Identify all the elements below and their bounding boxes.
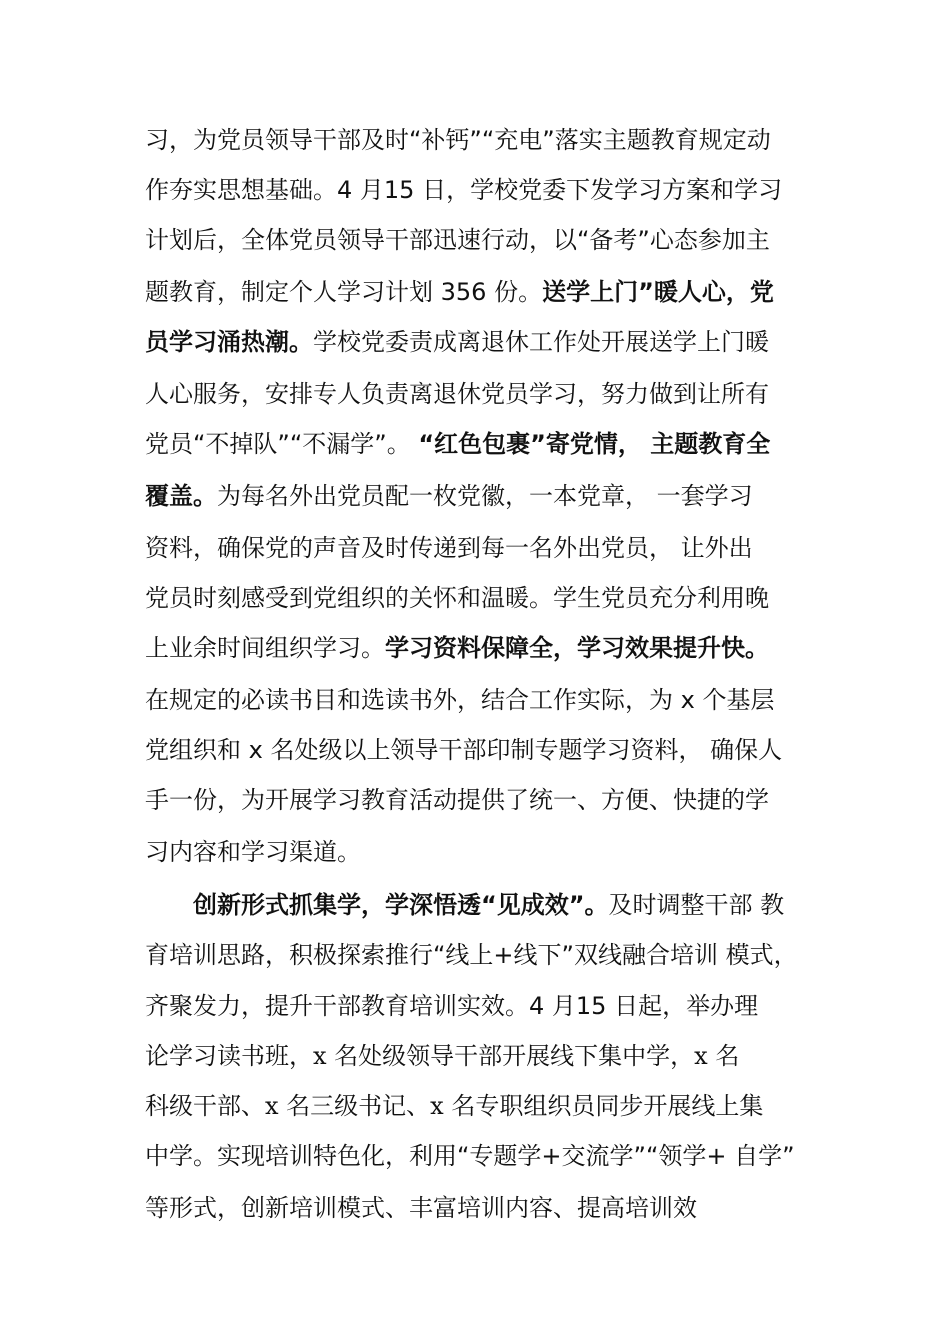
text-run: x 名处级领导干部开展线下集中学，x 名 — [313, 1042, 740, 1070]
text-run: 及时调整干部 教 — [608, 891, 785, 919]
text-run: 上业余时间组织学习。 — [145, 634, 385, 662]
text-run: 习，为党员领导干部及时“补钙”“充电”落实主题教育规定动 — [145, 126, 771, 154]
text-run: 科级干部、x 名三级书记、x 名专职组织员同步开展线上集 — [145, 1092, 764, 1120]
paragraph-line — [145, 218, 810, 262]
paragraph-line — [145, 1134, 810, 1178]
paragraph-line — [145, 270, 810, 314]
text-run: 中学。 — [145, 1142, 217, 1170]
text-run: 为每名外出党员配一枚党徽，一本党章， 一套学习 — [217, 482, 753, 510]
paragraph-line — [145, 626, 810, 670]
paragraph-line — [145, 422, 810, 466]
text-run: 党员时刻感受到党组织的关怀和温暖。学生党员充分利用晚 — [145, 584, 769, 612]
text-run: 手一份，为开展学习教育活动提供了统一、方便、快捷的学 — [145, 786, 769, 814]
paragraph-line — [145, 576, 810, 620]
paragraph-line — [145, 372, 810, 416]
bold-text-run: 创新形式抓集学，学深悟透“见成效”。 — [193, 891, 609, 919]
bold-text-run: 送学上门”暖人心，党 — [542, 278, 774, 306]
text-run: 习内容和学习渠道。 — [145, 838, 361, 866]
paragraph-line — [145, 984, 810, 1028]
text-run: 题教育，制定个人学习计划 356 份。 — [145, 278, 543, 306]
text-run: 资料，确保党的声音及时传递到每一名外出党员， 让外出 — [145, 534, 753, 562]
text-run: 学校党委责成离退休工作处开展送学上门暖 — [313, 328, 769, 356]
paragraph-line — [145, 526, 810, 570]
paragraph-line — [145, 728, 810, 772]
text-run: 实现培训特色化，利用“专题学+交流学”“领学+ 自学” — [217, 1142, 795, 1170]
paragraph-line — [193, 883, 810, 927]
paragraph-line — [145, 118, 810, 162]
text-run: 论学习读书班， — [145, 1042, 313, 1070]
text-run: 齐聚发力，提升干部教育培训实效。4 月15 日起，举办理 — [145, 992, 759, 1020]
text-run: 人心服务，安排专人负责离退休党员学习，努力做到让所有 — [145, 380, 769, 408]
text-run: 计划后，全体党员领导干部迅速行动，以“备考”心态参加主 — [145, 226, 770, 254]
bold-text-run: 学习资料保障全，学习效果提升快。 — [385, 634, 769, 662]
text-run: 在规定的必读书目和选读书外，结合工作实际，为 x 个基层 — [145, 686, 775, 714]
text-run: 育培训思路，积极探索推行“线上+线下”双线融合培训 模式， — [145, 941, 798, 969]
paragraph-line — [145, 1084, 810, 1128]
paragraph-line — [145, 320, 810, 364]
text-run: 党员“不掉队”“不漏学”。 — [145, 430, 419, 458]
bold-text-run: 覆盖。 — [145, 482, 217, 510]
paragraph-line — [145, 1186, 810, 1230]
paragraph-line — [145, 933, 810, 977]
paragraph-line — [145, 678, 810, 722]
paragraph-line — [145, 474, 810, 518]
text-run: 作夯实思想基础。4 月15 日，学校党委下发学习方案和学习 — [145, 176, 783, 204]
paragraph-line — [145, 778, 810, 822]
bold-text-run: “红色包裹”寄党情， 主题教育全 — [418, 430, 771, 458]
paragraph-line — [145, 1034, 810, 1078]
text-run: 等形式，创新培训模式、丰富培训内容、提高培训效 — [145, 1194, 697, 1222]
bold-text-run: 员学习涌热潮。 — [145, 328, 313, 356]
text-run: 党组织和 x 名处级以上领导干部印制专题学习资料， 确保人 — [145, 736, 783, 764]
paragraph-line — [145, 830, 810, 874]
paragraph-line — [145, 168, 810, 212]
